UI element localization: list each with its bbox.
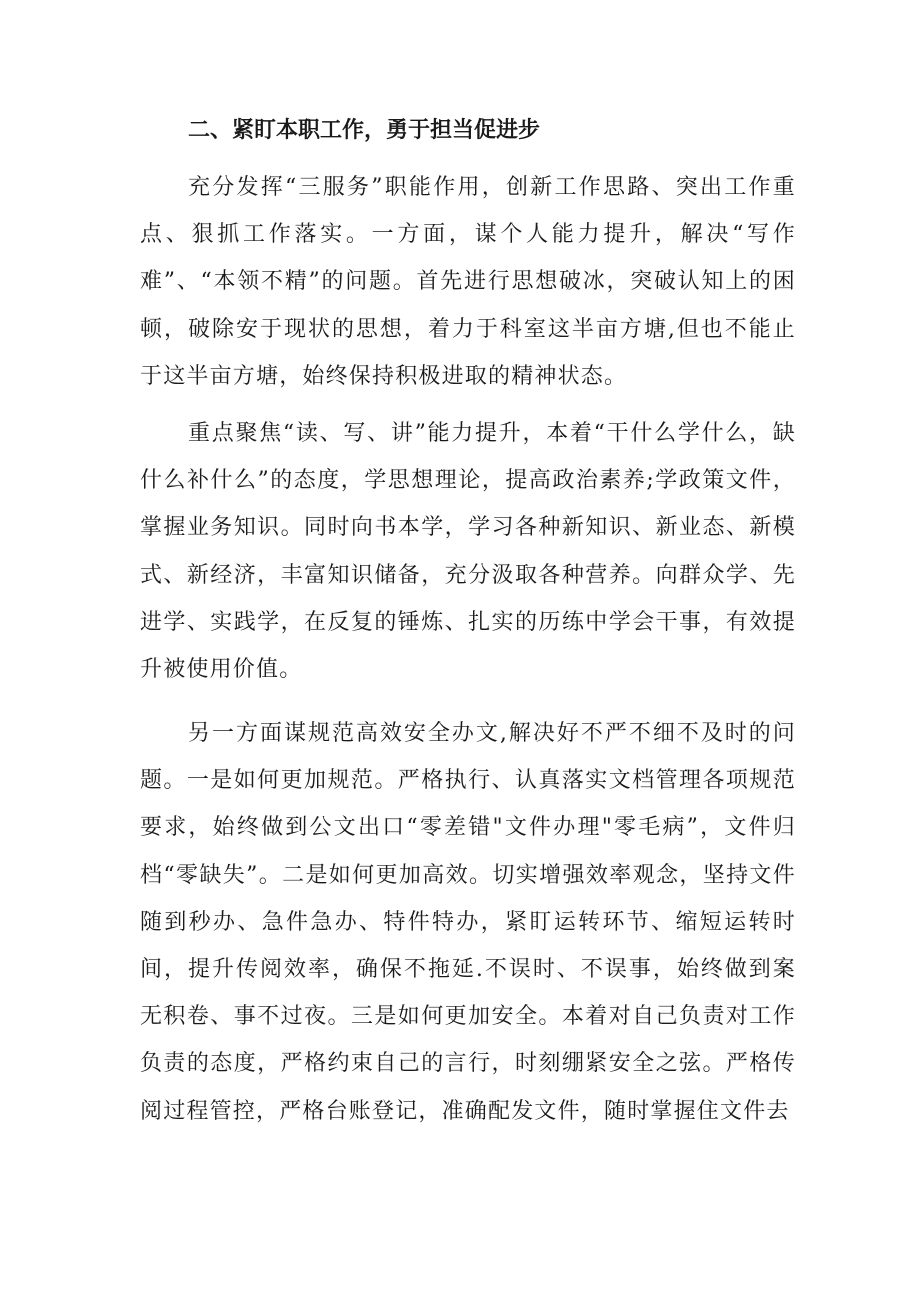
paragraph-2: 重点聚焦“读、写、讲”能力提升，本着“干什么学什么，缺什么补什么”的态度，学思想理论，提高政治素养;学政策文件，掌握业务知识。同时向书本学，学习各种新知识、新业态、新模式、新经济，丰富知识储备，充分汲取各种营养。向群众学、先进学、实践学，在反复的锤炼、扎实的历练中学会干事，有效提升被使用价值。 [140, 421, 796, 683]
paragraph-3: 另一方面谋规范高效安全办文,解决好不严不细不及时的问题。一是如何更加规范。严格执行、认真落实文档管理各项规范要求，始终做到公文出口“零差错"文件办理"零毛病”，文件归档“零缺失”。二是如何更加高效。切实增强效率观念，坚持文件随到秒办、急件急办、特件特办，紧盯运转环节、缩短运转时间，提升传阅效率，确保不拖延.不误时、不误事，始终做到案无积卷、事不过夜。三是如何更加安全。本着对自己负责对工作负责的态度，严格约束自己的言行，时刻绷紧安全之弦。严格传阅过程管控，严格台账登记，准确配发文件，随时掌握住文件去 [140, 721, 796, 1124]
paragraph-1: 充分发挥“三服务”职能作用，创新工作思路、突出工作重点、狠抓工作落实。一方面，谋个人能力提升，解决“写作难”、“本领不精”的问题。首先进行思想破冰，突破认知上的困顿，破除安于现状的思想，着力于科室这半亩方塘,但也不能止于这半亩方塘，始终保持积极进取的精神状态。 [140, 175, 796, 389]
section-heading: 二、紧盯本职工作，勇于担当促进步 [188, 117, 541, 143]
